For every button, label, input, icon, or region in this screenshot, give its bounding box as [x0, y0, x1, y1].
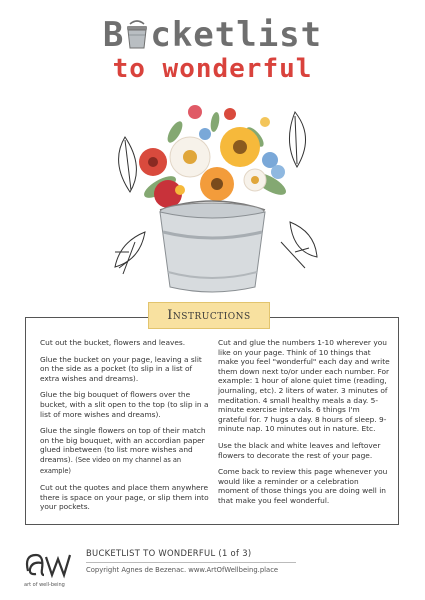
instruction-paragraph: Cut and glue the numbers 1-10 wherever you like on your page. Think of 10 things that make you feel "wonderful" each day and write them down next to/or under each number. For example: 1 hour of alone quiet time (reading, journaling, etc). 2 liters of water. 3 minutes of meditation. 4 small healthy meals a day. 5-minute exercise intervals. 6 things I'm grateful for. 7 hugs a day. 8 hours of sleep. 9-minute nap. 10 minutes out in nature. Etc. [218, 338, 390, 434]
page-subtitle: to wonderful [112, 54, 313, 84]
title-rest: cketlist [150, 15, 323, 55]
logo-aw [22, 545, 76, 589]
footer-copyright: Copyright Agnes de Bezenac. www.ArtOfWellbeing.place [86, 566, 279, 574]
instruction-paragraph: Glue the bucket on your page, leaving a slit on the side as a pocket (to slip in a list of extra wishes and dreams). [40, 354, 202, 383]
instruction-text: Glue the single flowers on top of their match on the big bouquet, with an accordian paper glued inbetween (to list more wishes and dreams). [40, 426, 206, 464]
bucket-icon [125, 20, 149, 50]
instruction-paragraph: Use the black and white leaves and leftover flowers to decorate the rest of your page. [218, 440, 381, 460]
instruction-paragraph: Come back to review this page whenever you would like a reminder or a celebration moment of those things you are doing well in that make you feel wonderful. [218, 467, 388, 505]
video-note: (See video on my channel as an example) [40, 455, 182, 475]
instruction-paragraph [40, 426, 210, 476]
instruction-paragraph: Cut out the quotes and place them anywhere there is space on your page, or slip them into your pockets. [40, 483, 209, 512]
footer-divider [86, 562, 296, 563]
instructions-label: Instructions [148, 302, 270, 329]
logo-text: art of well-being [24, 582, 65, 588]
footer-title: BUCKETLIST TO WONDERFUL (1 of 3) [86, 548, 252, 558]
flower-bouquet-illustration [105, 92, 320, 297]
instruction-paragraph: Glue the big bouquet of flowers over the bucket, with a slit open to the top (to slip in a list of more wishes and dreams). [40, 390, 209, 419]
title-letter-b: B [102, 15, 125, 55]
page-title [0, 15, 425, 55]
instructions-left-column [40, 338, 210, 519]
instruction-paragraph: Cut out the bucket, flowers and leaves. [40, 338, 186, 347]
instructions-right-column [218, 338, 390, 513]
